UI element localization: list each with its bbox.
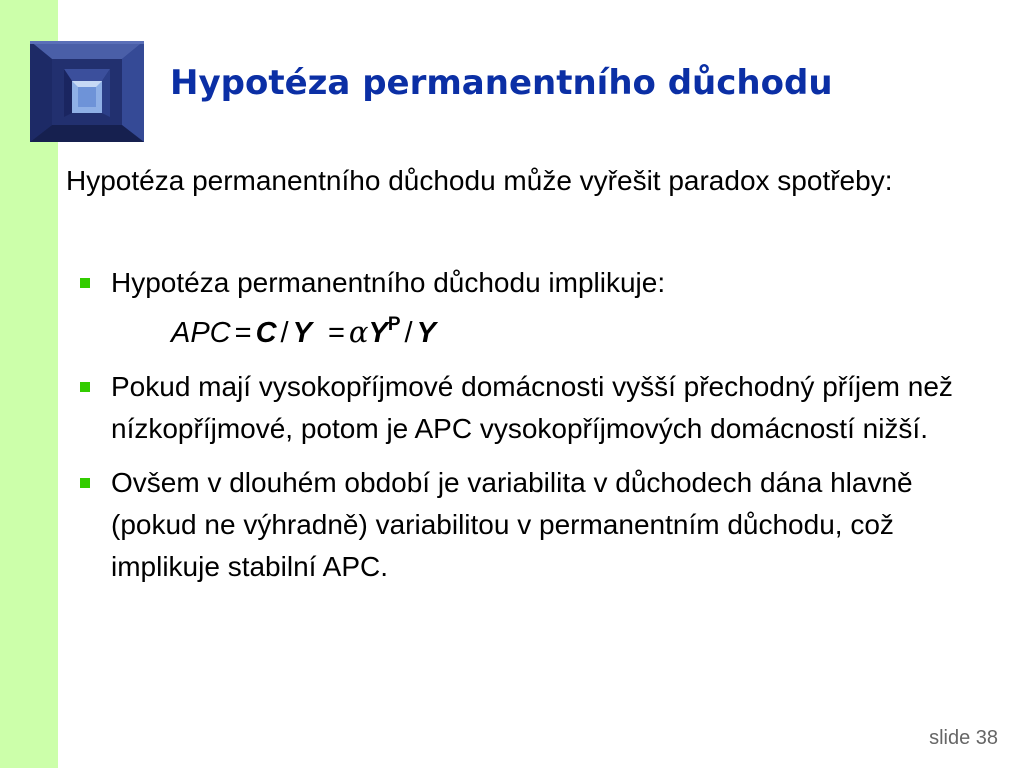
formula-alpha: α — [348, 315, 369, 349]
formula-equals: = — [234, 317, 252, 349]
square-bullet-icon — [80, 382, 90, 392]
square-bullet-icon — [80, 478, 90, 488]
bullet-text: Ovšem v dlouhém období je variabilita v důchodech dána hlavně (pokud ne výhradně) variabilitou v permanentním důchodu, což implikuje stabilní APC. — [111, 467, 913, 582]
formula-y-permanent: Y — [368, 317, 388, 349]
window-shaft-logo-icon — [30, 41, 144, 142]
formula-superscript-p: P — [387, 314, 401, 335]
formula-y: Y — [416, 317, 436, 349]
formula-slash: / — [280, 317, 289, 349]
slide-number: slide 38 — [929, 727, 998, 749]
formula-y: Y — [292, 317, 312, 349]
bullet-list — [80, 262, 980, 600]
intro-text: Hypotéza permanentního důchodu může vyřešit paradox spotřeby: — [66, 165, 893, 196]
apc-formula — [111, 304, 980, 354]
slide-title: Hypotéza permanentního důchodu — [170, 63, 833, 103]
bullet-text: Hypotéza permanentního důchodu implikuje: — [111, 267, 666, 298]
bullet-item-high-income-apc — [80, 366, 980, 450]
bullet-item-long-run-stable-apc — [80, 462, 980, 588]
formula-c: C — [255, 317, 277, 349]
bullet-text: Pokud mají vysokopříjmové domácnosti vyšší přechodný příjem než nízkopříjmové, potom je APC vysokopříjmových domácností nižší. — [111, 371, 953, 444]
formula-equals: = — [327, 317, 345, 349]
formula-slash: / — [404, 317, 413, 349]
formula-apc: APC — [171, 317, 231, 349]
bullet-item-apc-implication — [80, 262, 980, 354]
square-bullet-icon — [80, 278, 90, 288]
